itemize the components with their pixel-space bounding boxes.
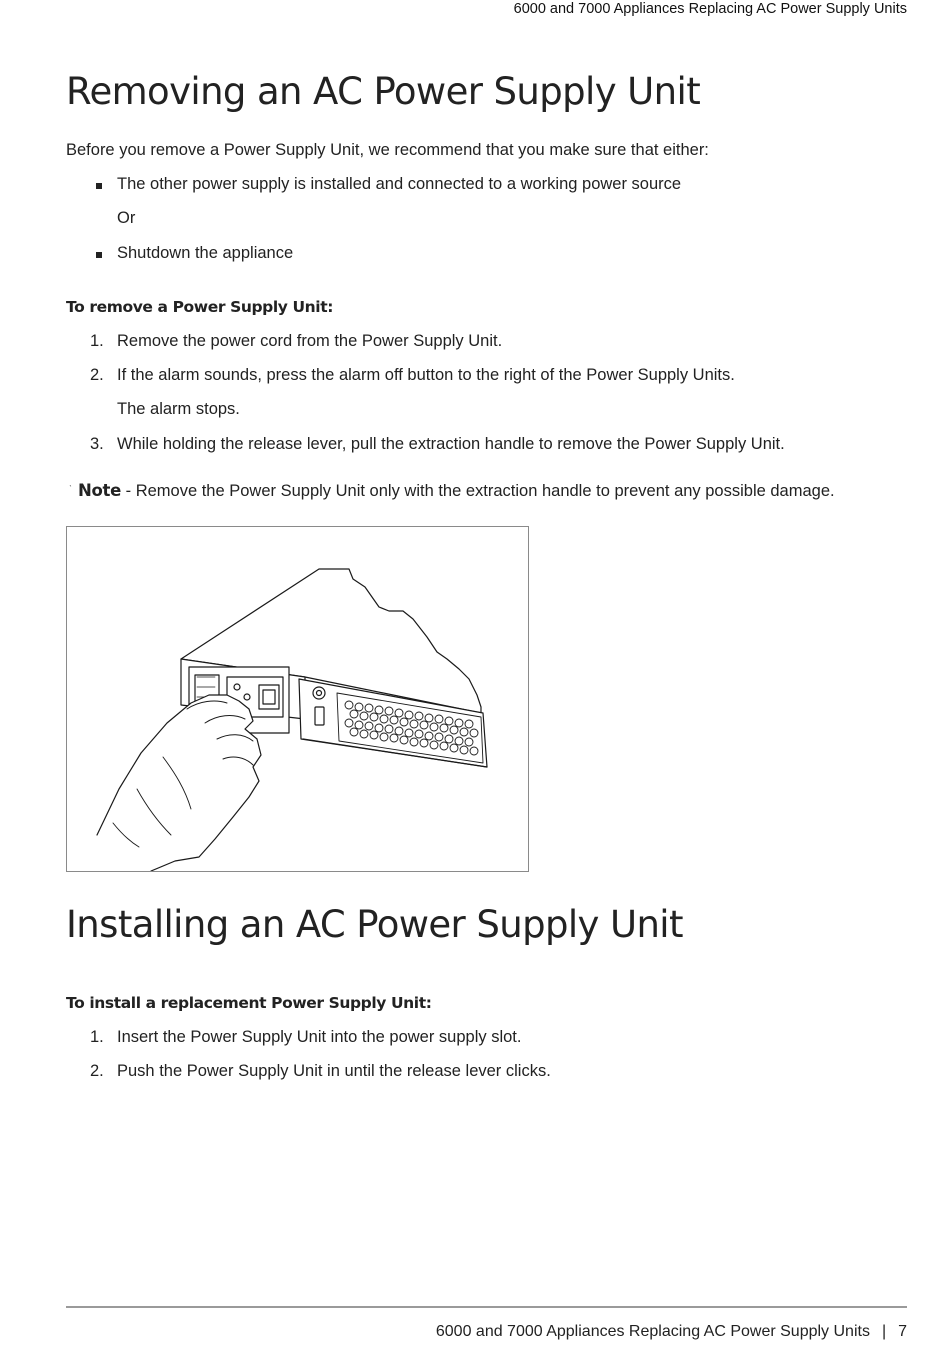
note-label: Note xyxy=(78,481,122,500)
removing-intro: Before you remove a Power Supply Unit, we recommend that you make sure that either: xyxy=(66,141,709,159)
running-header: 6000 and 7000 Appliances Replacing AC Power Supply Units xyxy=(513,1,907,17)
page-number: 7 xyxy=(898,1323,907,1340)
bullet-item-2: Shutdown the appliance xyxy=(117,244,294,262)
bullet-marker-1 xyxy=(96,183,102,189)
remove-step-3: While holding the release lever, pull the extraction handle to remove the Power Supply Unit. xyxy=(117,435,785,453)
page-footer xyxy=(436,1323,907,1341)
installing-section-title: Installing an AC Power Supply Unit xyxy=(66,903,683,946)
hand xyxy=(97,695,261,871)
bullet-marker-2 xyxy=(96,252,102,258)
remove-procedure-title: To remove a Power Supply Unit: xyxy=(66,298,334,316)
footer-rule xyxy=(66,1306,907,1308)
remove-step-2: If the alarm sounds, press the alarm off button to the right of the Power Supply Units. xyxy=(117,366,735,384)
install-step-2: Push the Power Supply Unit in until the release lever clicks. xyxy=(117,1062,551,1080)
note-icon: ˋ xyxy=(69,484,72,494)
footer-title: 6000 and 7000 Appliances Replacing AC Power Supply Units xyxy=(435,1323,870,1340)
note-text: - Remove the Power Supply Unit only with the extraction handle to prevent any possible damage. xyxy=(121,482,835,500)
bullet-item-1: The other power supply is installed and connected to a working power source xyxy=(117,175,682,193)
remove-step-number-2: 2. xyxy=(90,366,104,384)
install-step-number-2: 2. xyxy=(90,1062,104,1080)
install-step-number-1: 1. xyxy=(90,1028,104,1046)
install-procedure-title: To install a replacement Power Supply Unit: xyxy=(66,994,432,1012)
removing-section-title: Removing an AC Power Supply Unit xyxy=(66,70,701,113)
remove-step-2-result: The alarm stops. xyxy=(117,400,240,418)
or-text: Or xyxy=(117,209,136,227)
remove-step-1: Remove the power cord from the Power Supply Unit. xyxy=(117,332,503,350)
install-step-1: Insert the Power Supply Unit into the power supply slot. xyxy=(117,1028,522,1046)
remove-step-number-1: 1. xyxy=(90,332,104,350)
note xyxy=(78,481,835,501)
footer-separator: | xyxy=(881,1323,887,1340)
remove-step-number-3: 3. xyxy=(90,435,104,453)
psu-removal-illustration xyxy=(66,526,529,872)
